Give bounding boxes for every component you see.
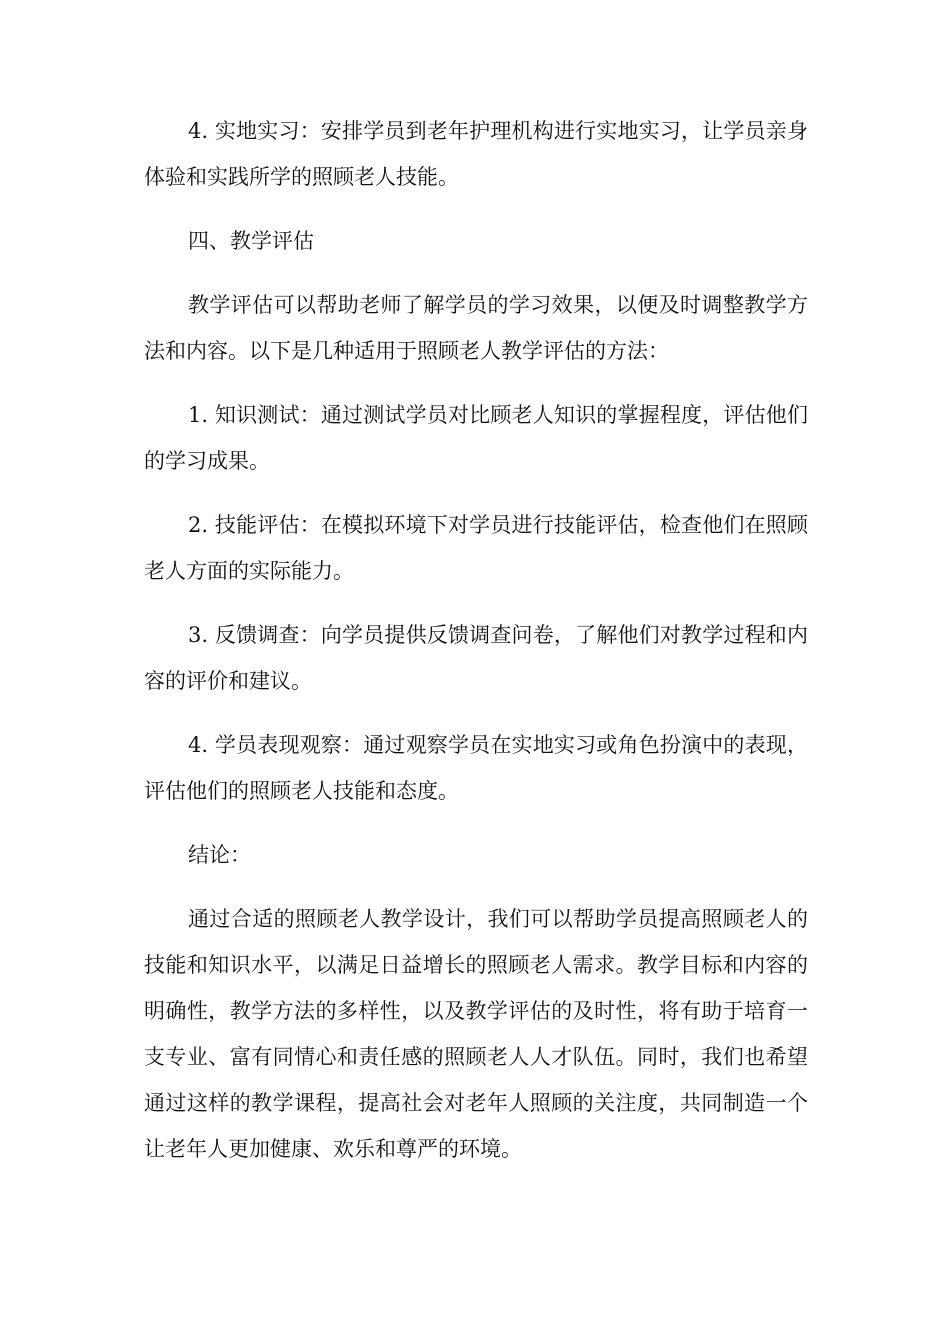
paragraph-field-practice: 4. 实地实习：安排学员到老年护理机构进行实地实习，让学员亲身体验和实践所学的照顾老人技能。 [144, 119, 808, 189]
paragraph-conclusion: 通过合适的照顾老人教学设计，我们可以帮助学员提高照顾老人的技能和知识水平，以满足日益增长的照顾老人需求。教学目标和内容的明确性，教学方法的多样性，以及教学评估的及时性，将有助于培育一支专业、富有同情心和责任感的照顾老人人才队伍。同时，我们也希望通过这样的教学课程，提高社会对老年人照顾的关注度，共同制造一个让老年人更加健康、欢乐和尊严的环境。 [144, 907, 808, 1161]
section-heading-conclusion: 结论： [188, 843, 251, 867]
paragraph-skill-assessment: 2. 技能评估：在模拟环境下对学员进行技能评估，检查他们在照顾老人方面的实际能力。 [144, 513, 808, 583]
paragraph-feedback-survey: 3. 反馈调查：向学员提供反馈调查问卷，了解他们对教学过程和内容的评价和建议。 [144, 623, 808, 693]
section-heading-evaluation: 四、教学评估 [188, 229, 314, 253]
paragraph-performance-observation: 4. 学员表现观察：通过观察学员在实地实习或角色扮演中的表现，评估他们的照顾老人技能和态度。 [144, 733, 808, 803]
paragraph-knowledge-test: 1. 知识测试：通过测试学员对比顾老人知识的掌握程度，评估他们的学习成果。 [144, 403, 808, 473]
paragraph-evaluation-intro: 教学评估可以帮助老师了解学员的学习效果，以便及时调整教学方法和内容。以下是几种适用于照顾老人教学评估的方法： [144, 293, 808, 363]
document-body [144, 108, 808, 1190]
